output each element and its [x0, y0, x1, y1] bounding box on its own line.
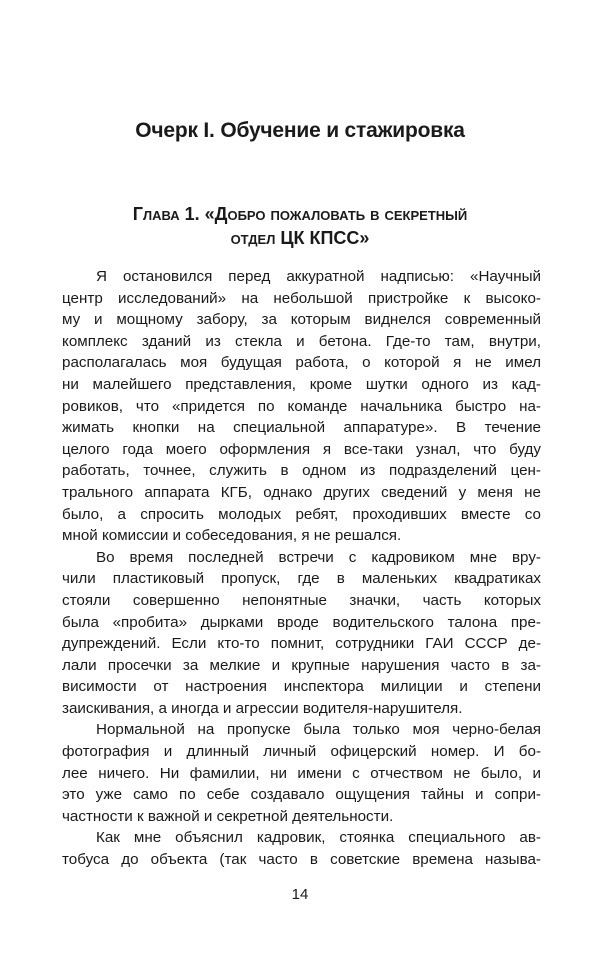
text-line: было, а спросить молодых ребят, проходивших вместе со: [62, 505, 541, 523]
body-text: [62, 266, 541, 871]
chapter-title-line-2: отдел ЦК КПСС»: [230, 228, 370, 248]
text-line: тобуса до объекта (так часто в советские времена называ-: [62, 851, 541, 869]
text-line: целого года моего оформления я все-таки узнал, что буду: [62, 440, 541, 458]
paragraph: [62, 547, 541, 720]
text-line: Как мне объяснил кадровик, стоянка специального ав-: [96, 829, 541, 847]
text-line: трального аппарата КГБ, однако других сведений у меня не: [62, 483, 541, 501]
text-line: висимости от настроения инспектора милиции и степени: [62, 678, 541, 696]
text-line: чили пластиковый пропуск, где в маленьких квадратиках: [62, 570, 541, 588]
text-line: центр исследований» на небольшой пристройке к высоко-: [62, 289, 541, 307]
text-line: была «пробита» дырками вроде водительского талона пре-: [62, 613, 541, 631]
text-line: ни малейшего представления, кроме шутки одного из кад-: [62, 375, 541, 393]
paragraph: [62, 827, 541, 870]
text-line: дупреждений. Если кто-то помнит, сотрудники ГАИ СССР де-: [62, 635, 541, 653]
text-line: располагалась моя будущая работа, о которой я не имел: [62, 354, 541, 372]
text-line: Нормальной на пропуске была только моя черно-белая: [96, 721, 541, 739]
text-line: ровиков, что «придется по команде начальника быстро на-: [62, 397, 541, 415]
text-line: работать, точнее, служить в одном из подразделений цен-: [62, 462, 541, 480]
text-line: это уже само по себе создавало ощущения тайны и сопри-: [62, 786, 541, 804]
text-line: мной комиссии и собеседования, я не решался.: [62, 527, 402, 545]
text-line: му и мощному забору, за которым виднелся современный: [62, 311, 541, 329]
paragraph: [62, 719, 541, 827]
paragraph: [62, 266, 541, 547]
text-line: лали просечки за мелкие и крупные нарушения часто в за-: [62, 656, 541, 674]
text-line: лее ничего. Ни фамилии, ни имени с отчеством не было, и: [62, 764, 541, 782]
chapter-title-line-1: Глава 1. «Добро пожаловать в секретный: [132, 204, 468, 224]
text-line: жимать кнопки на специальной аппаратуре». В течение: [62, 419, 541, 437]
chapter-title: [60, 202, 540, 250]
text-line: стояли совершенно непонятные значки, часть которых: [62, 591, 541, 609]
text-line: заискивания, а иногда и агрессии водителя-нарушителя.: [62, 699, 463, 717]
text-line: фотография и длинный личный офицерский номер. И бо-: [62, 743, 541, 761]
text-line: частности к важной и секретной деятельности.: [62, 807, 394, 825]
text-line: Во время последней встречи с кадровиком мне вру-: [96, 548, 541, 566]
text-line: Я остановился перед аккуратной надписью: «Научный: [96, 268, 541, 285]
text-line: комплекс зданий из стекла и бетона. Где-то там, внутри,: [62, 332, 541, 350]
page-number: 14: [291, 886, 309, 903]
part-title: Очерк I. Обучение и стажировка: [135, 119, 465, 142]
